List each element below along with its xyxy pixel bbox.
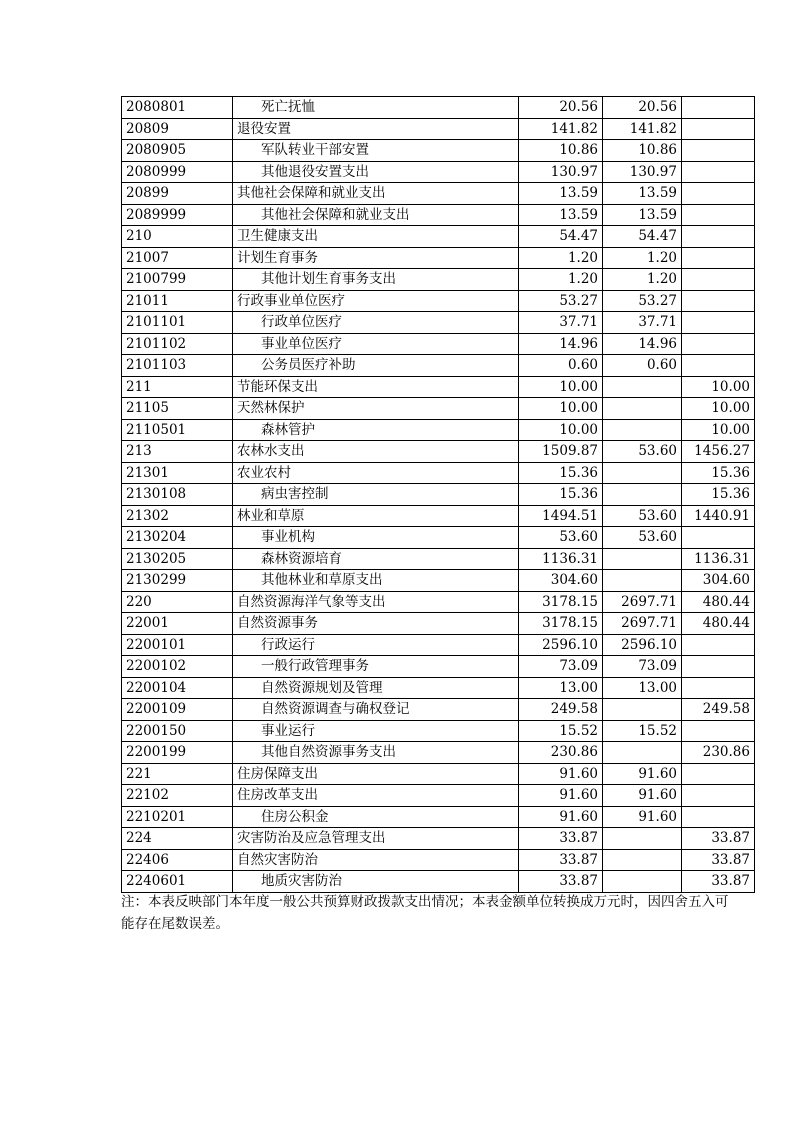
subject-name-cell: 其他自然资源事务支出 (233, 742, 519, 764)
subject-code-cell: 20809 (122, 118, 233, 140)
basic-expenditure-cell (603, 871, 682, 893)
table-row (122, 677, 755, 699)
subject-name-cell: 自然灾害防治 (233, 849, 519, 871)
project-expenditure-cell: 249.58 (682, 699, 755, 721)
project-expenditure-cell: 480.44 (682, 613, 755, 635)
basic-expenditure-cell (603, 398, 682, 420)
subject-name-cell: 公务员医疗补助 (233, 355, 519, 377)
subject-name-cell: 军队转业干部安置 (233, 140, 519, 162)
subject-code-cell: 213 (122, 441, 233, 463)
total-amount-cell: 14.96 (519, 333, 603, 355)
table-row (122, 806, 755, 828)
basic-expenditure-cell: 1.20 (603, 269, 682, 291)
subject-code-cell: 2200104 (122, 677, 233, 699)
subject-name-cell: 自然资源规划及管理 (233, 677, 519, 699)
project-expenditure-cell (682, 204, 755, 226)
subject-code-cell: 221 (122, 763, 233, 785)
subject-name-cell: 行政单位医疗 (233, 312, 519, 334)
basic-expenditure-cell: 141.82 (603, 118, 682, 140)
table-row (122, 312, 755, 334)
table-row (122, 333, 755, 355)
subject-name-cell: 其他社会保障和就业支出 (233, 204, 519, 226)
subject-name-cell: 事业单位医疗 (233, 333, 519, 355)
basic-expenditure-cell (603, 484, 682, 506)
subject-code-cell: 21007 (122, 247, 233, 269)
table-row (122, 355, 755, 377)
table-row (122, 247, 755, 269)
subject-name-cell: 住房改革支出 (233, 785, 519, 807)
table-row (122, 269, 755, 291)
total-amount-cell: 15.36 (519, 462, 603, 484)
subject-code-cell: 211 (122, 376, 233, 398)
project-expenditure-cell (682, 763, 755, 785)
subject-code-cell: 22001 (122, 613, 233, 635)
total-amount-cell: 304.60 (519, 570, 603, 592)
subject-code-cell: 2101102 (122, 333, 233, 355)
subject-name-cell: 农林水支出 (233, 441, 519, 463)
subject-name-cell: 事业机构 (233, 527, 519, 549)
basic-expenditure-cell: 53.27 (603, 290, 682, 312)
total-amount-cell: 54.47 (519, 226, 603, 248)
basic-expenditure-cell: 91.60 (603, 806, 682, 828)
total-amount-cell: 10.00 (519, 419, 603, 441)
subject-name-cell: 节能环保支出 (233, 376, 519, 398)
table-row (122, 419, 755, 441)
basic-expenditure-cell: 53.60 (603, 527, 682, 549)
table-row (122, 118, 755, 140)
basic-expenditure-cell: 15.52 (603, 720, 682, 742)
project-expenditure-cell (682, 247, 755, 269)
basic-expenditure-cell: 53.60 (603, 505, 682, 527)
basic-expenditure-cell (603, 699, 682, 721)
subject-code-cell: 2200102 (122, 656, 233, 678)
project-expenditure-cell (682, 161, 755, 183)
total-amount-cell: 10.00 (519, 398, 603, 420)
project-expenditure-cell (682, 183, 755, 205)
table-row (122, 226, 755, 248)
basic-expenditure-cell: 2697.71 (603, 591, 682, 613)
project-expenditure-cell: 15.36 (682, 484, 755, 506)
subject-name-cell: 灾害防治及应急管理支出 (233, 828, 519, 850)
total-amount-cell: 37.71 (519, 312, 603, 334)
project-expenditure-cell: 10.00 (682, 376, 755, 398)
project-expenditure-cell (682, 269, 755, 291)
total-amount-cell: 0.60 (519, 355, 603, 377)
subject-code-cell: 210 (122, 226, 233, 248)
table-row (122, 742, 755, 764)
subject-code-cell: 2200101 (122, 634, 233, 656)
total-amount-cell: 1136.31 (519, 548, 603, 570)
subject-code-cell: 2080999 (122, 161, 233, 183)
table-row (122, 656, 755, 678)
basic-expenditure-cell: 1.20 (603, 247, 682, 269)
total-amount-cell: 1494.51 (519, 505, 603, 527)
basic-expenditure-cell: 130.97 (603, 161, 682, 183)
total-amount-cell: 249.58 (519, 699, 603, 721)
subject-code-cell: 2200109 (122, 699, 233, 721)
project-expenditure-cell: 1440.91 (682, 505, 755, 527)
basic-expenditure-cell: 53.60 (603, 441, 682, 463)
table-row (122, 785, 755, 807)
subject-code-cell: 21105 (122, 398, 233, 420)
project-expenditure-cell (682, 118, 755, 140)
project-expenditure-cell (682, 290, 755, 312)
table-row (122, 634, 755, 656)
subject-code-cell: 2130108 (122, 484, 233, 506)
table-body (122, 97, 755, 893)
subject-name-cell: 事业运行 (233, 720, 519, 742)
project-expenditure-cell: 480.44 (682, 591, 755, 613)
table-row (122, 591, 755, 613)
project-expenditure-cell: 304.60 (682, 570, 755, 592)
subject-name-cell: 一般行政管理事务 (233, 656, 519, 678)
basic-expenditure-cell: 54.47 (603, 226, 682, 248)
total-amount-cell: 91.60 (519, 806, 603, 828)
table-row (122, 720, 755, 742)
total-amount-cell: 1509.87 (519, 441, 603, 463)
total-amount-cell: 141.82 (519, 118, 603, 140)
subject-name-cell: 病虫害控制 (233, 484, 519, 506)
subject-name-cell: 农业农村 (233, 462, 519, 484)
subject-name-cell: 自然资源事务 (233, 613, 519, 635)
subject-name-cell: 其他退役安置支出 (233, 161, 519, 183)
table-row (122, 527, 755, 549)
subject-code-cell: 2130204 (122, 527, 233, 549)
subject-code-cell: 2080801 (122, 97, 233, 119)
project-expenditure-cell (682, 656, 755, 678)
expenditure-table (121, 96, 755, 893)
total-amount-cell: 13.59 (519, 204, 603, 226)
table-row (122, 849, 755, 871)
total-amount-cell: 1.20 (519, 269, 603, 291)
total-amount-cell: 33.87 (519, 871, 603, 893)
project-expenditure-cell: 15.36 (682, 462, 755, 484)
total-amount-cell: 20.56 (519, 97, 603, 119)
total-amount-cell: 2596.10 (519, 634, 603, 656)
subject-code-cell: 2110501 (122, 419, 233, 441)
table-row (122, 97, 755, 119)
basic-expenditure-cell: 91.60 (603, 785, 682, 807)
basic-expenditure-cell: 0.60 (603, 355, 682, 377)
subject-name-cell: 天然林保护 (233, 398, 519, 420)
subject-name-cell: 森林管护 (233, 419, 519, 441)
table-row (122, 613, 755, 635)
basic-expenditure-cell: 14.96 (603, 333, 682, 355)
basic-expenditure-cell (603, 548, 682, 570)
subject-name-cell: 自然资源海洋气象等支出 (233, 591, 519, 613)
subject-name-cell: 行政运行 (233, 634, 519, 656)
basic-expenditure-cell (603, 570, 682, 592)
subject-name-cell: 其他林业和草原支出 (233, 570, 519, 592)
total-amount-cell: 73.09 (519, 656, 603, 678)
table-row (122, 763, 755, 785)
total-amount-cell: 230.86 (519, 742, 603, 764)
subject-name-cell: 计划生育事务 (233, 247, 519, 269)
total-amount-cell: 33.87 (519, 849, 603, 871)
total-amount-cell: 1.20 (519, 247, 603, 269)
project-expenditure-cell (682, 527, 755, 549)
subject-code-cell: 22406 (122, 849, 233, 871)
subject-name-cell: 住房保障支出 (233, 763, 519, 785)
table-row (122, 548, 755, 570)
project-expenditure-cell (682, 634, 755, 656)
footnote: 注：本表反映部门本年度一般公共预算财政拨款支出情况；本表金额单位转换成万元时，因四舍五入可能存在尾数误差。 (121, 894, 729, 932)
basic-expenditure-cell (603, 828, 682, 850)
subject-code-cell: 2210201 (122, 806, 233, 828)
basic-expenditure-cell (603, 419, 682, 441)
project-expenditure-cell (682, 806, 755, 828)
subject-code-cell: 2130205 (122, 548, 233, 570)
project-expenditure-cell (682, 677, 755, 699)
subject-code-cell: 20899 (122, 183, 233, 205)
basic-expenditure-cell (603, 849, 682, 871)
project-expenditure-cell: 33.87 (682, 871, 755, 893)
table-row (122, 699, 755, 721)
total-amount-cell: 13.59 (519, 183, 603, 205)
subject-name-cell: 其他计划生育事务支出 (233, 269, 519, 291)
subject-name-cell: 退役安置 (233, 118, 519, 140)
subject-name-cell: 住房公积金 (233, 806, 519, 828)
subject-name-cell: 死亡抚恤 (233, 97, 519, 119)
project-expenditure-cell: 1136.31 (682, 548, 755, 570)
basic-expenditure-cell (603, 742, 682, 764)
project-expenditure-cell (682, 355, 755, 377)
subject-code-cell: 2240601 (122, 871, 233, 893)
subject-name-cell: 地质灾害防治 (233, 871, 519, 893)
total-amount-cell: 10.00 (519, 376, 603, 398)
total-amount-cell: 33.87 (519, 828, 603, 850)
table-row (122, 290, 755, 312)
subject-code-cell: 2200199 (122, 742, 233, 764)
subject-code-cell: 224 (122, 828, 233, 850)
basic-expenditure-cell: 73.09 (603, 656, 682, 678)
subject-name-cell: 林业和草原 (233, 505, 519, 527)
table-row (122, 441, 755, 463)
basic-expenditure-cell (603, 462, 682, 484)
table-row (122, 204, 755, 226)
table-row (122, 161, 755, 183)
subject-name-cell: 森林资源培育 (233, 548, 519, 570)
basic-expenditure-cell: 2697.71 (603, 613, 682, 635)
total-amount-cell: 53.27 (519, 290, 603, 312)
subject-code-cell: 2101103 (122, 355, 233, 377)
table-row (122, 140, 755, 162)
table-row (122, 398, 755, 420)
subject-code-cell: 21011 (122, 290, 233, 312)
total-amount-cell: 91.60 (519, 763, 603, 785)
project-expenditure-cell: 1456.27 (682, 441, 755, 463)
table-row (122, 462, 755, 484)
project-expenditure-cell (682, 312, 755, 334)
total-amount-cell: 15.52 (519, 720, 603, 742)
subject-name-cell: 行政事业单位医疗 (233, 290, 519, 312)
basic-expenditure-cell: 13.59 (603, 204, 682, 226)
project-expenditure-cell: 10.00 (682, 398, 755, 420)
table-row (122, 183, 755, 205)
subject-code-cell: 2101101 (122, 312, 233, 334)
basic-expenditure-cell: 37.71 (603, 312, 682, 334)
project-expenditure-cell: 33.87 (682, 849, 755, 871)
subject-code-cell: 21302 (122, 505, 233, 527)
total-amount-cell: 10.86 (519, 140, 603, 162)
subject-code-cell: 22102 (122, 785, 233, 807)
basic-expenditure-cell (603, 376, 682, 398)
total-amount-cell: 53.60 (519, 527, 603, 549)
subject-name-cell: 其他社会保障和就业支出 (233, 183, 519, 205)
subject-name-cell: 卫生健康支出 (233, 226, 519, 248)
project-expenditure-cell (682, 97, 755, 119)
table-row (122, 570, 755, 592)
subject-code-cell: 2100799 (122, 269, 233, 291)
project-expenditure-cell (682, 785, 755, 807)
basic-expenditure-cell: 10.86 (603, 140, 682, 162)
subject-code-cell: 2130299 (122, 570, 233, 592)
table-row (122, 376, 755, 398)
project-expenditure-cell (682, 226, 755, 248)
basic-expenditure-cell: 91.60 (603, 763, 682, 785)
project-expenditure-cell: 10.00 (682, 419, 755, 441)
total-amount-cell: 3178.15 (519, 591, 603, 613)
subject-code-cell: 2089999 (122, 204, 233, 226)
total-amount-cell: 13.00 (519, 677, 603, 699)
total-amount-cell: 91.60 (519, 785, 603, 807)
basic-expenditure-cell: 13.00 (603, 677, 682, 699)
project-expenditure-cell (682, 333, 755, 355)
project-expenditure-cell (682, 720, 755, 742)
table-row (122, 828, 755, 850)
basic-expenditure-cell: 13.59 (603, 183, 682, 205)
table-row (122, 871, 755, 893)
table-row (122, 505, 755, 527)
total-amount-cell: 15.36 (519, 484, 603, 506)
project-expenditure-cell (682, 140, 755, 162)
project-expenditure-cell: 33.87 (682, 828, 755, 850)
total-amount-cell: 3178.15 (519, 613, 603, 635)
subject-name-cell: 自然资源调查与确权登记 (233, 699, 519, 721)
basic-expenditure-cell: 20.56 (603, 97, 682, 119)
total-amount-cell: 130.97 (519, 161, 603, 183)
table-row (122, 484, 755, 506)
subject-code-cell: 220 (122, 591, 233, 613)
subject-code-cell: 2200150 (122, 720, 233, 742)
basic-expenditure-cell: 2596.10 (603, 634, 682, 656)
subject-code-cell: 21301 (122, 462, 233, 484)
project-expenditure-cell: 230.86 (682, 742, 755, 764)
subject-code-cell: 2080905 (122, 140, 233, 162)
